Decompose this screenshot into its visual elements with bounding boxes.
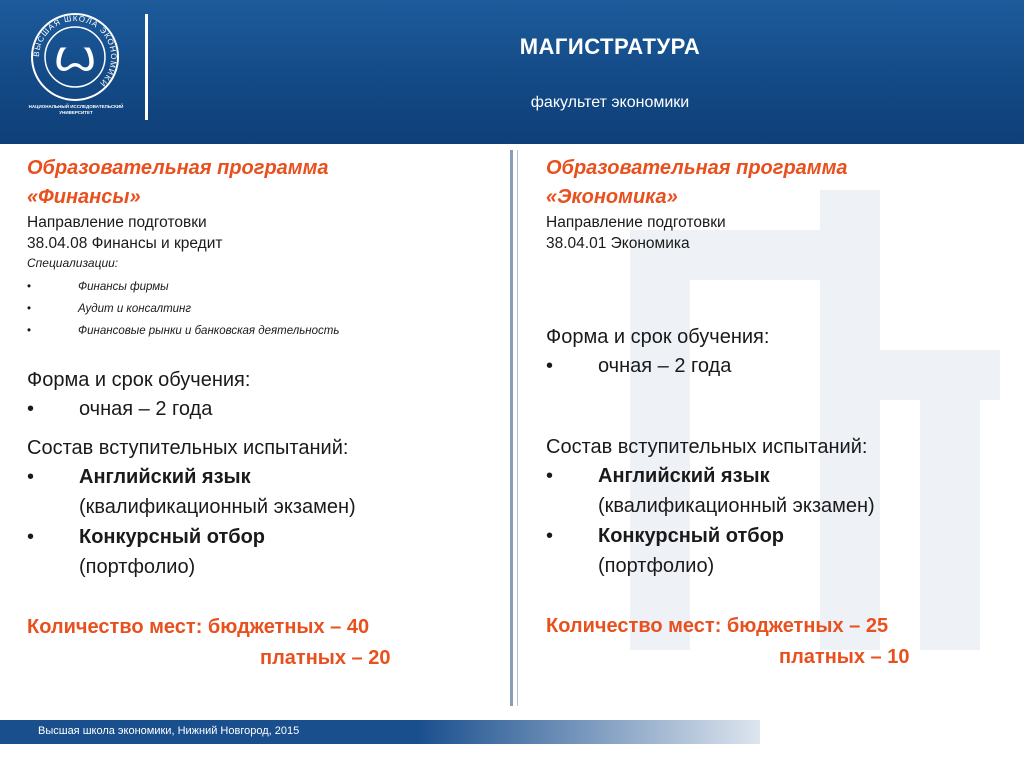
list-item: • Аудит и консалтинг	[27, 298, 497, 320]
exams-heading: Состав вступительных испытаний:	[27, 437, 349, 459]
exams-list	[546, 461, 1016, 581]
list-item: • Английский язык	[27, 462, 497, 492]
list-item-note: (портфолио)	[79, 556, 196, 578]
page-subtitle: факультет экономики	[530, 94, 690, 111]
direction-label: Направление подготовки	[546, 214, 726, 231]
header-divider	[145, 14, 148, 120]
direction-code: 38.04.01 Экономика	[546, 235, 690, 252]
bullet-icon: •	[27, 466, 35, 488]
list-item-note: (квалификационный экзамен)	[79, 496, 356, 518]
specializations-label: Специализации:	[27, 256, 119, 270]
specializations-list	[27, 276, 497, 342]
direction-label: Направление подготовки	[27, 214, 207, 231]
bullet-icon: •	[546, 355, 554, 377]
bullet-icon: •	[546, 465, 554, 487]
logo-caption: НАЦИОНАЛЬНЫЙ ИССЛЕДОВАТЕЛЬСКИЙ УНИВЕРСИТЕТ	[28, 104, 124, 115]
exams-heading: Состав вступительных испытаний:	[546, 436, 868, 458]
bullet-icon: •	[27, 325, 32, 337]
study-form-heading: Форма и срок обучения:	[27, 369, 251, 391]
list-item-note: (портфолио)	[598, 555, 715, 577]
list-item: • Финансы фирмы	[27, 276, 497, 298]
study-form-list	[27, 394, 497, 424]
places-paid: платных – 10	[779, 646, 910, 668]
direction-code: 38.04.08 Финансы и кредит	[27, 235, 223, 252]
logo-ring-text: ВЫСШАЯ ШКОЛА ЭКОНОМИКИ	[31, 13, 119, 89]
column-divider	[510, 150, 513, 706]
column-divider-line	[517, 150, 518, 706]
list-item: • очная – 2 года	[546, 351, 1016, 381]
list-item: • очная – 2 года	[27, 394, 497, 424]
study-form-heading: Форма и срок обучения:	[546, 326, 770, 348]
page-title: МАГИСТРАТУРА	[519, 34, 701, 59]
logo-letter: Ꙍ	[54, 41, 96, 78]
hse-logo	[30, 12, 120, 102]
places-budget: Количество мест: бюджетных – 25	[546, 615, 889, 637]
program-name: «Экономика»	[546, 186, 678, 208]
places-budget: Количество мест: бюджетных – 40	[27, 616, 370, 638]
bullet-icon: •	[546, 525, 554, 547]
program-economics	[546, 154, 1016, 673]
bullet-icon: •	[27, 281, 32, 293]
program-title: Образовательная программа	[27, 157, 329, 179]
list-item-note: (квалификационный экзамен)	[598, 495, 875, 517]
program-name: «Финансы»	[27, 186, 141, 208]
study-form-list	[546, 351, 1016, 381]
exams-list	[27, 462, 497, 582]
bullet-icon: •	[27, 398, 35, 420]
footer-band	[0, 720, 760, 744]
program-finance	[27, 154, 497, 674]
places-paid: платных – 20	[260, 647, 391, 669]
list-item: • Конкурсный отбор	[27, 522, 497, 552]
list-item: • Финансовые рынки и банковская деятельность	[27, 320, 497, 342]
bullet-icon: •	[27, 303, 32, 315]
list-item: • Английский язык	[546, 461, 1016, 491]
program-title: Образовательная программа	[546, 157, 848, 179]
header-band	[0, 0, 1024, 144]
footer-text: Высшая школа экономики, Нижний Новгород, 2015	[38, 725, 300, 737]
list-item: • Конкурсный отбор	[546, 521, 1016, 551]
bullet-icon: •	[27, 526, 35, 548]
